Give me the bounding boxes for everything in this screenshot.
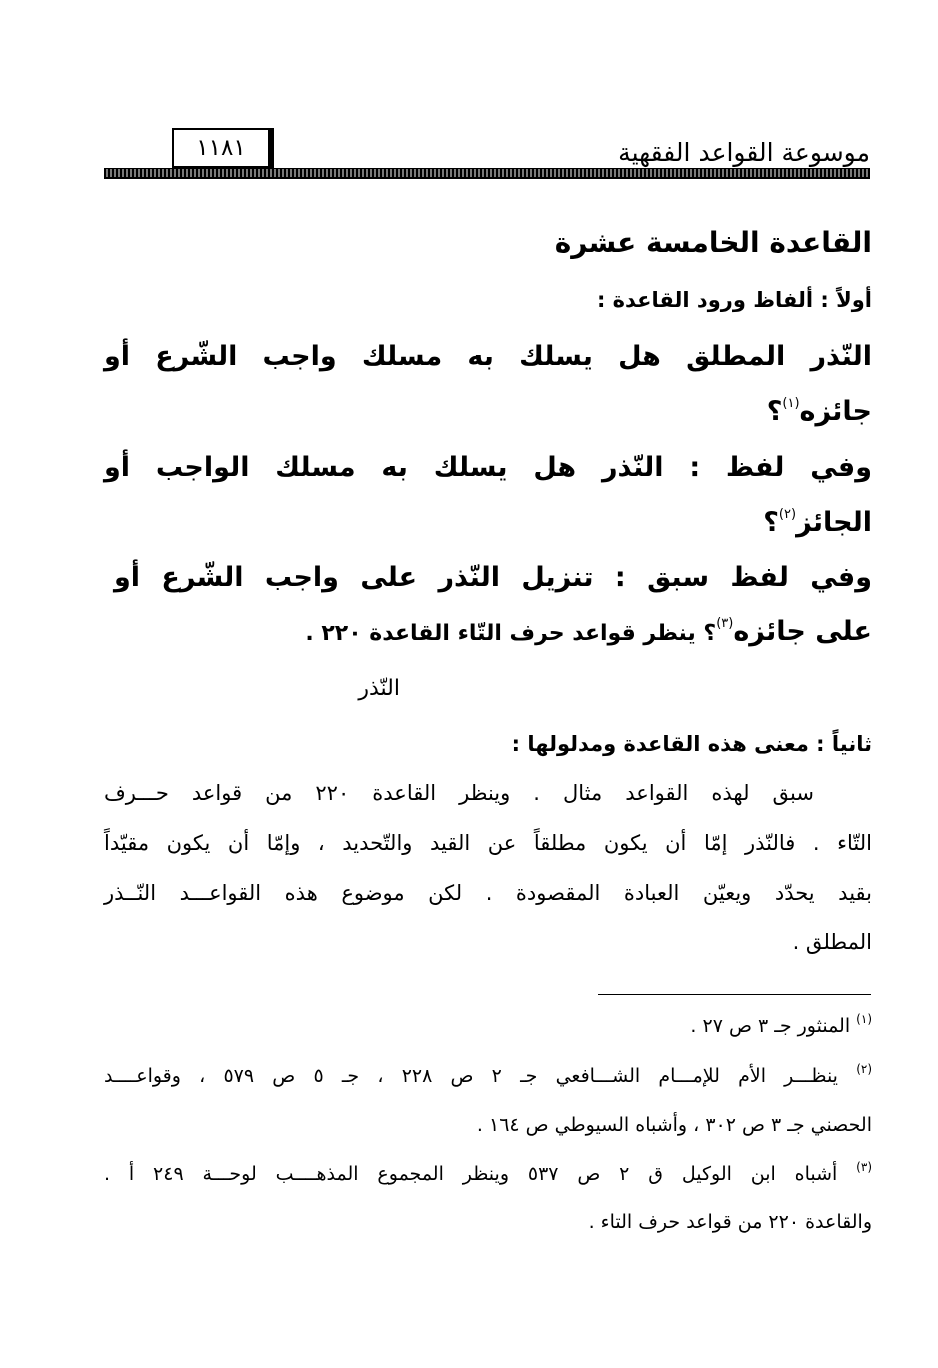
wording1-text: جائزه (799, 396, 872, 427)
wording3-end: ؟ ينظر قواعد حرف التّاء القاعدة ٢٢٠ . (305, 621, 717, 646)
wording3-line1: وفي لفظ سبق : تنزيل النّذر على واجب الشّرع أو (114, 562, 872, 593)
footnote-ref-2: (٢) (778, 507, 797, 522)
wording2-line2 (763, 507, 872, 538)
page-number: ١١٨١ (172, 128, 274, 168)
meaning-line1: سبق لهذه القواعد مثال . وينظر القاعدة ٢٢٠ من قواعد حـــرف (104, 781, 814, 805)
wording3-text: على جائزه (733, 616, 872, 647)
footnote-2-line1 (104, 1062, 873, 1087)
wording1-line2 (767, 396, 872, 427)
footnote-separator (598, 994, 871, 995)
wording3-line2 (305, 616, 872, 647)
footnote-3-marker: (٣) (856, 1160, 872, 1174)
page-header (104, 124, 870, 182)
wording2-end: ؟ (763, 507, 779, 538)
footnote-3-line1 (104, 1160, 872, 1185)
wording2-text: الجائز (796, 507, 872, 538)
meaning-line2: التّاء . فالنّذر إمّا أن يكون مطلقاً عن القيد والتّحديد ، وإمّا أن يكون مقيّداً (104, 831, 872, 855)
footnote-2-text: ينظـــر الأم للإمـــام الشـــافعي جـ ٢ ص ٢٢٨ ، جـ ٥ ص ٥٧٩ ، وقواعــــد (104, 1065, 838, 1087)
footnote-1-text: المنثور جـ ٣ ص ٢٧ . (690, 1015, 851, 1037)
section1-heading: أولاً : ألفاظ ورود القاعدة : (596, 288, 872, 312)
book-title: موسوعة القواعد الفقهية (618, 138, 870, 167)
section2-heading: ثانياً : معنى هذه القاعدة ومدلولها : (511, 732, 872, 756)
footnote-3-line2: والقاعدة ٢٢٠ من قواعد حرف التاء . (588, 1211, 872, 1233)
keyword: النّذر (358, 676, 400, 701)
wording1-end: ؟ (766, 396, 783, 427)
footnote-ref-3: (٣) (716, 616, 734, 631)
wording2-line1: وفي لفظ : النّذر هل يسلك به مسلك الواجب أو (104, 452, 872, 483)
footnote-2-line2: الحصني جـ ٣ ص ٣٠٢ ، وأشباه السيوطي ص ١٦٤ . (476, 1114, 872, 1136)
wording1-line1: النّذر المطلق هل يسلك به مسلك واجب الشّرع أو (104, 341, 872, 372)
footnote-3-text: أشباه ابن الوكيل ق ٢ ص ٥٣٧ وينظر المجموع المذهــــب لوحـــة ٢٤٩ أ . (104, 1163, 838, 1185)
rule-title: القاعدة الخامسة عشرة (554, 226, 872, 259)
footnote-ref-1: (١) (782, 396, 800, 411)
footnote-1 (690, 1012, 872, 1037)
meaning-line3: بقيد يحدّد ويعيّن العبادة المقصودة . لكن موضوع هذه القواعـــد النّــذر (104, 881, 872, 905)
footnote-2-marker: (٢) (856, 1062, 873, 1076)
footnote-1-marker: (١) (856, 1012, 872, 1026)
header-rule (104, 168, 870, 179)
meaning-line4: المطلق . (792, 930, 872, 954)
